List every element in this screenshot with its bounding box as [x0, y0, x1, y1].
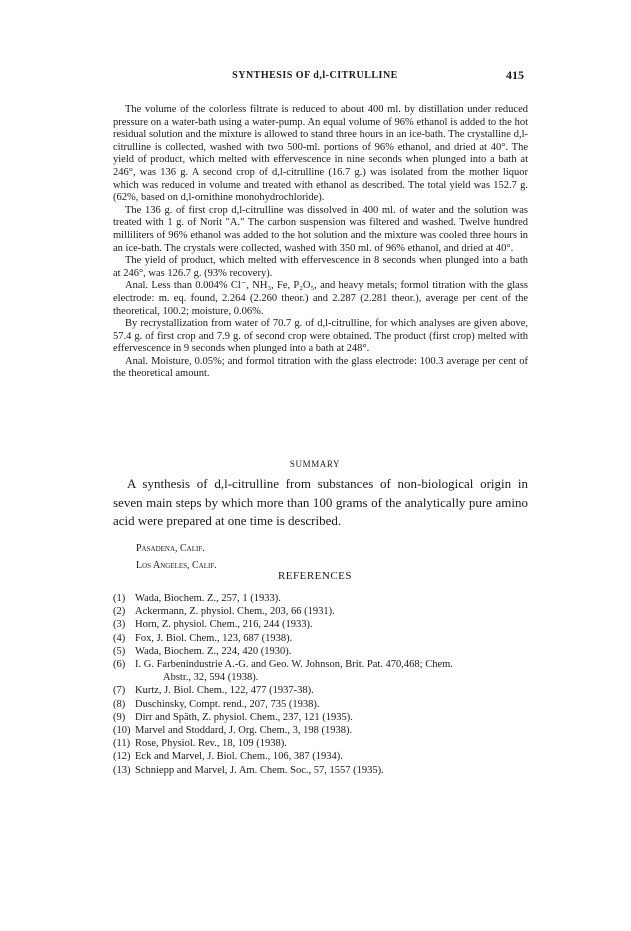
reference-number: (7): [113, 685, 126, 697]
reference-number: (10): [113, 725, 131, 737]
reference-number: (8): [113, 698, 126, 710]
reference-number: (1): [113, 593, 126, 604]
place-line: Pasadena, Calif.: [136, 543, 205, 554]
paragraph: Anal. Moisture, 0.05%; and formol titration with the glass electrode: 100.3 average per cent of the theoretical amount.: [113, 355, 528, 380]
reference-text: Abstr., 32, 594 (1938).: [163, 672, 259, 684]
reference-text: Schniepp and Marvel, J. Am. Chem. Soc., 57, 1557 (1935).: [135, 764, 384, 776]
reference-item: [113, 605, 533, 618]
place-line: Los Angeles, Calif.: [136, 560, 217, 571]
reference-item: [113, 645, 533, 658]
reference-item-continuation: [113, 671, 533, 684]
summary-block: [113, 475, 528, 531]
body-text: [113, 104, 528, 381]
summary-text: A synthesis of d,l-citrulline from substances of non-biological origin in seven main steps by which more than 100 grams of the analytically pure amino acid were prepared at one time is described.: [113, 476, 528, 528]
reference-item: [113, 724, 533, 737]
reference-text: Wada, Biochem. Z., 224, 420 (1930).: [135, 645, 292, 657]
reference-item: [113, 658, 533, 671]
reference-text: Marvel and Stoddard, J. Org. Chem., 3, 198 (1938).: [135, 725, 353, 737]
reference-text: I. G. Farbenindustrie A.-G. and Geo. W. Johnson, Brit. Pat. 470,468; Chem.: [135, 659, 453, 671]
summary-heading: SUMMARY: [289, 459, 341, 469]
reference-number: (3): [113, 619, 126, 631]
running-head: SYNTHESIS OF d,l-CITRULLINE: [232, 70, 398, 81]
references-list: [113, 592, 533, 777]
reference-number: (9): [113, 711, 126, 723]
reference-number: (6): [113, 659, 126, 671]
reference-text: Dirr and Späth, Z. physiol. Chem., 237, 121 (1935).: [135, 711, 353, 723]
reference-number: (11): [113, 738, 131, 750]
reference-text: Horn, Z. physiol. Chem., 216, 244 (1933).: [135, 619, 313, 631]
paragraph: The yield of product, which melted with effervescence in 8 seconds when plunged into a bath at 246°, was 126.7 g. (93% recovery).: [113, 255, 528, 279]
reference-item: [113, 750, 533, 763]
reference-item: [113, 711, 533, 724]
paragraph: Anal. Less than 0.004% Cl⁻, NH₃, Fe, P₂O₅, and heavy metals; formol titration with the glass electrode: m. eq. found, 2.264 (2.260 theor.) and 2.287 (2.281 theor.), average per cent of the theoretical, 100.2; moisture, 0.06%.: [113, 280, 528, 317]
reference-item: [113, 632, 533, 645]
reference-text: Wada, Biochem. Z., 257, 1 (1933).: [135, 593, 281, 604]
reference-item: [113, 592, 533, 605]
reference-text: Rose, Physiol. Rev., 18, 109 (1938).: [135, 738, 287, 750]
reference-text: Kurtz, J. Biol. Chem., 122, 477 (1937-38).: [135, 685, 314, 697]
paragraph: By recrystallization from water of 70.7 g. of d,l-citrulline, for which analyses are given above, 57.4 g. of first crop and 7.9 g. of second crop were obtained. The product (first crop) melted with effervescence in 9 seconds when plunged into a bath at 248°.: [113, 318, 528, 355]
paragraph: The volume of the colorless filtrate is reduced to about 400 ml. by distillation under reduced pressure on a water-bath using a water-pump. An equal volume of 96% ethanol is added to the hot residual solution and the mixture is allowed to stand three hours in an ice-bath. The crystalline d,l-citrulline is collected, washed with two 500-ml. portions of 96% ethanol, and dried at 40°. The yield of product, which melted with effervescence in nine seconds when plunged into a bath at 246°, was 136 g. A second crop of d,l-citrulline (16.7 g.) was isolated from the mother liquor which was reduced in volume and treated with ethanol as described. The total yield was 152.7 g. (62%, based on d,l-ornithine monohydrochloride).: [113, 104, 528, 204]
reference-number: (13): [113, 764, 131, 776]
page-header: [106, 70, 524, 86]
reference-number: [113, 671, 135, 684]
reference-item: [113, 764, 533, 777]
page-number: 415: [506, 68, 524, 82]
reference-text: Duschinsky, Compt. rend., 207, 735 (1938).: [135, 698, 320, 710]
reference-number: (4): [113, 632, 126, 644]
references-heading: REFERENCES: [277, 570, 353, 582]
reference-text: Ackermann, Z. physiol. Chem., 203, 66 (1931).: [135, 606, 335, 618]
reference-item: [113, 737, 533, 750]
affiliations: [136, 540, 217, 574]
reference-item: [113, 698, 533, 711]
reference-number: (12): [113, 751, 131, 763]
reference-item: [113, 618, 533, 631]
reference-text: Eck and Marvel, J. Biol. Chem., 106, 387 (1934).: [135, 751, 343, 763]
paragraph: The 136 g. of first crop d,l-citrulline was dissolved in 400 ml. of water and the solution was treated with 1 g. of Norit "A." The carbon suspension was filtered and washed. Twelve hundred milliliters of 96% ethanol was added to the hot solution and the mixture was cooled three hours in an ice-bath. The crystals were collected, washed with 350 ml. of 96% ethanol, and dried at 40°.: [113, 204, 528, 254]
reference-item: [113, 684, 533, 697]
reference-text: Fox, J. Biol. Chem., 123, 687 (1938).: [135, 632, 293, 644]
reference-number: (5): [113, 645, 126, 657]
reference-number: (2): [113, 606, 126, 618]
